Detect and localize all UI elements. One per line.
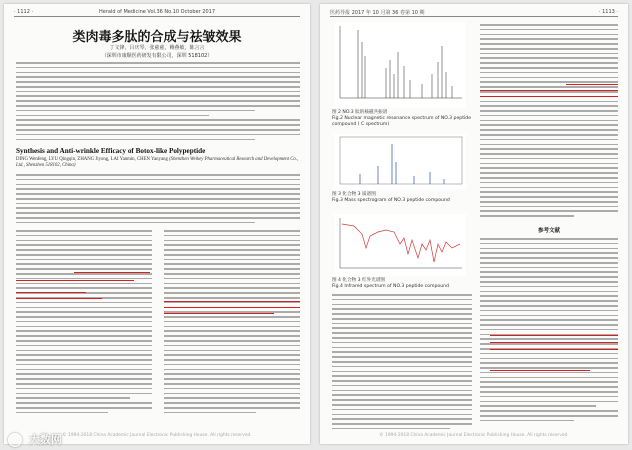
right-page [320, 4, 628, 444]
highlight-underline [566, 84, 618, 85]
page-header [330, 9, 618, 17]
page-number: · 1112 · [14, 9, 34, 15]
highlight-underline [16, 292, 86, 293]
affiliation-cn: （深圳市康顺医药研发有限公司，深圳 518102） [101, 53, 213, 59]
highlight-underline [74, 272, 150, 273]
highlight-underline [490, 349, 618, 350]
ir-spectrum-figure [334, 214, 466, 276]
mass-spectrum-figure [334, 134, 466, 190]
highlight-underline [490, 335, 618, 336]
body-column-left [332, 294, 472, 433]
highlight-underline [164, 307, 300, 308]
body-column-right [164, 230, 300, 416]
left-page [4, 4, 310, 444]
figure-4-caption-cn: 图 4 化合物 3 红外光谱图 [332, 278, 386, 283]
page-header [14, 9, 300, 17]
highlight-underline [16, 280, 134, 281]
references-section [480, 226, 618, 424]
page-number: · 1113 · [598, 9, 618, 15]
highlight-underline [490, 342, 618, 343]
highlight-underline [164, 301, 300, 302]
highlight-underline [480, 96, 618, 97]
affiliation-en: (Shenzhen Weikey Pharmaceutical Research and Development Co., Ltd., Shenzhen 518102, China) [16, 157, 299, 168]
figure-3-caption-cn: 图 3 化合物 3 质谱图 [332, 192, 376, 197]
references-list [480, 238, 618, 421]
highlight-underline [164, 313, 274, 314]
watermark [8, 431, 62, 447]
nmr-spectrum-figure [334, 22, 466, 108]
journal-header: Herald of Medicine Vol.36 No.10 October 2017 [98, 9, 216, 15]
authors-en-names: DING Wenfeng, LYU Qingqin, ZHANG Jiyong, LAI Yanmin, CHEN Yanyang [16, 157, 168, 162]
highlight-underline [16, 298, 102, 299]
figure-4-caption-en: Fig.4 Infrared spectrum of NO.3 peptide compound [332, 284, 449, 289]
abstract-cn [16, 62, 300, 143]
abstract-en [16, 174, 300, 227]
body-column-right [480, 24, 618, 220]
authors-cn: 丁文锋，吕庆琴，张慈慈，赖燕敏，陈言言 [109, 45, 205, 51]
figure-3-caption [332, 192, 472, 204]
figure-2-caption-en: Fig.2 Nuclear magnetic resonance spectrum of NO.3 peptide compound ( C spectrum) [332, 116, 472, 127]
references-title: 参考文献 [537, 228, 560, 234]
article-title-en: Synthesis and Anti-wrinkle Efficacy of Botox-like Polypeptide [16, 147, 206, 155]
watermark-text: 大数网 [28, 433, 62, 446]
watermark-logo-icon [8, 433, 22, 447]
copyright-footer: © 1994-2018 China Academic Journal Electronic Publishing House. All rights reserved. [379, 433, 569, 438]
highlight-underline [480, 90, 618, 91]
figure-2-caption-cn: 图 2 NO.3 肽的核磁共振谱 [332, 110, 388, 115]
journal-header: 医药导报 2017 年 10 月第 36 卷第 10 期 [330, 10, 425, 16]
body-column-left [16, 230, 152, 416]
copyright-footer: © 1994-2018 China Academic Journal Electronic Publishing House. All rights reserved. [62, 433, 252, 438]
figure-4-caption [332, 278, 472, 290]
figure-3-caption-en: Fig.3 Mass spectrogram of NO.3 peptide compound [332, 198, 450, 203]
authors-en [16, 157, 300, 169]
figure-2-caption [332, 110, 472, 128]
highlight-underline [490, 370, 590, 371]
article-title-cn: 类肉毒多肽的合成与祛皱效果 [72, 30, 242, 45]
